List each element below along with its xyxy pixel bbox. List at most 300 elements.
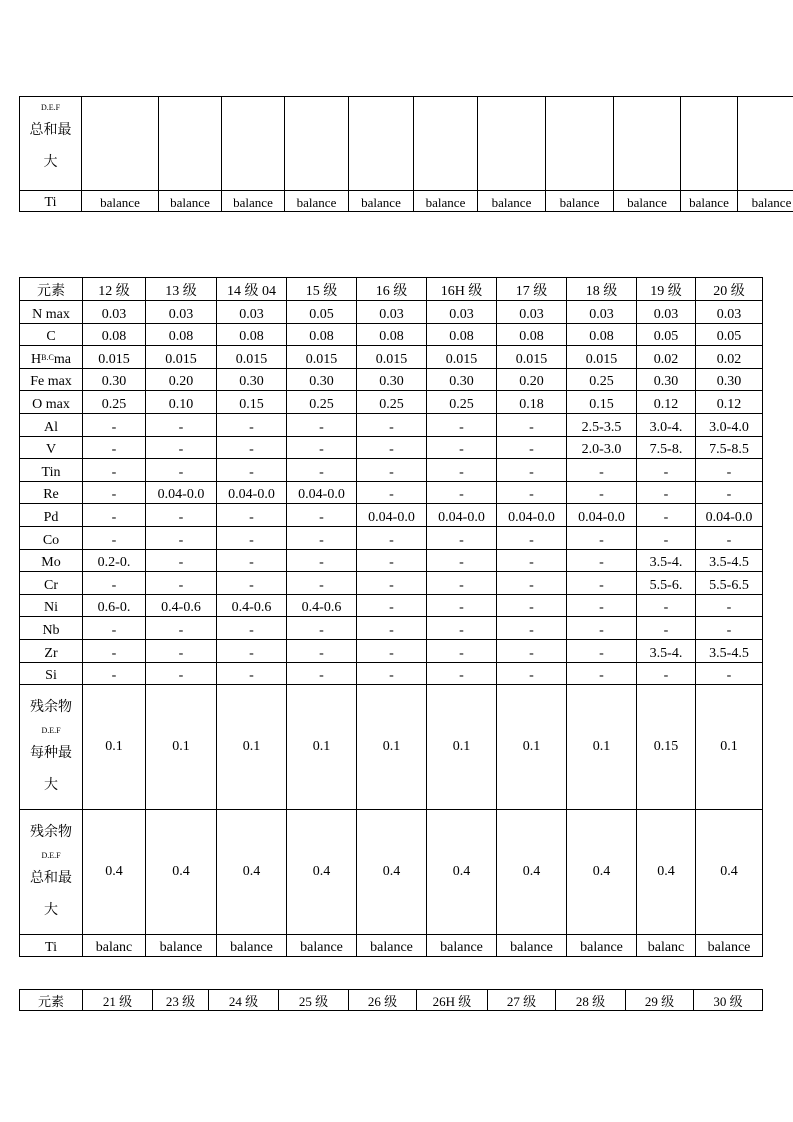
table-cell: - <box>83 617 146 640</box>
column-header: 26H 级 <box>417 990 488 1011</box>
table-cell: 3.5-4.5 <box>696 639 763 662</box>
table-cell: - <box>357 617 427 640</box>
table-cell: balance <box>567 935 637 957</box>
column-header: 26 级 <box>349 990 417 1011</box>
table-cell: - <box>287 526 357 549</box>
table-cell: - <box>287 413 357 436</box>
empty-cell <box>159 97 222 191</box>
table-cell: - <box>696 617 763 640</box>
table-cell: 7.5-8. <box>637 436 696 459</box>
table-row <box>20 481 763 504</box>
table-cell: - <box>567 549 637 572</box>
table-cell: 0.1 <box>427 685 497 810</box>
table-cell: 0.03 <box>497 301 567 324</box>
superscript-label: D.E.F <box>41 726 61 736</box>
table-cell: 0.25 <box>83 391 146 414</box>
table-cell: 0.03 <box>427 301 497 324</box>
table-cell: balance <box>478 191 546 212</box>
table-cell: - <box>217 459 287 482</box>
table-cell: balanc <box>637 935 696 957</box>
row-label-line: 残余物 <box>30 700 72 716</box>
row-label-line: 每种最 <box>30 746 72 762</box>
table-cell: - <box>357 662 427 685</box>
table-cell: 0.04-0.0 <box>567 504 637 527</box>
row-label: Zr <box>20 639 83 662</box>
row-label: Nb <box>20 617 83 640</box>
column-header: 15 级 <box>287 278 357 301</box>
table-cell: - <box>497 526 567 549</box>
row-label <box>20 346 83 369</box>
table-cell: 0.08 <box>567 323 637 346</box>
row-label-line: 总和最 <box>30 871 72 887</box>
table-cell: 0.1 <box>567 685 637 810</box>
table-cell: - <box>567 617 637 640</box>
table-cell: 0.03 <box>637 301 696 324</box>
table-cell: - <box>497 572 567 595</box>
table-cell: - <box>497 459 567 482</box>
residual-total-label-cell <box>20 97 82 191</box>
table-row <box>20 662 763 685</box>
residual-total-label-cell <box>20 810 83 935</box>
next-table-header <box>19 989 763 1011</box>
column-header: 24 级 <box>209 990 279 1011</box>
table-cell: balance <box>614 191 681 212</box>
empty-cell <box>738 97 793 191</box>
table-cell: 0.08 <box>357 323 427 346</box>
table-cell: - <box>497 594 567 617</box>
row-label: Re <box>20 481 83 504</box>
table-cell: - <box>217 572 287 595</box>
table-row <box>20 346 763 369</box>
table-cell: - <box>567 459 637 482</box>
table-cell: 3.5-4.5 <box>696 549 763 572</box>
table-row <box>20 436 763 459</box>
table-cell: 3.0-4.0 <box>696 413 763 436</box>
column-header: 18 级 <box>567 278 637 301</box>
table-cell: - <box>287 662 357 685</box>
table-cell: - <box>146 549 217 572</box>
table-cell: 0.30 <box>696 368 763 391</box>
table-cell: balance <box>696 935 763 957</box>
row-label-superscript: B.C <box>41 352 54 362</box>
table-row <box>20 459 763 482</box>
table-cell: - <box>696 594 763 617</box>
table-cell: 0.015 <box>217 346 287 369</box>
table-cell: 0.1 <box>146 685 217 810</box>
table-cell: - <box>357 572 427 595</box>
table-cell: 0.15 <box>217 391 287 414</box>
table-cell: balance <box>82 191 159 212</box>
table-cell: 0.04-0.0 <box>497 504 567 527</box>
table-cell: - <box>217 617 287 640</box>
empty-cell <box>349 97 414 191</box>
table-cell: - <box>146 526 217 549</box>
table-cell: - <box>83 526 146 549</box>
table-row <box>20 504 763 527</box>
table-cell: - <box>567 594 637 617</box>
table-cell: 0.4 <box>83 810 146 935</box>
table-cell: - <box>357 549 427 572</box>
empty-cell <box>681 97 738 191</box>
table-cell: 2.0-3.0 <box>567 436 637 459</box>
row-label: Fe max <box>20 368 83 391</box>
table-cell: 0.6-0. <box>83 594 146 617</box>
table-cell: 0.015 <box>146 346 217 369</box>
table-header-row <box>20 278 763 301</box>
table-cell: 0.4-0.6 <box>287 594 357 617</box>
row-label-prefix: H <box>31 351 42 367</box>
table-cell: - <box>217 526 287 549</box>
table-cell: 0.015 <box>357 346 427 369</box>
table-cell: - <box>146 639 217 662</box>
table-cell: - <box>637 504 696 527</box>
table-cell: 0.05 <box>696 323 763 346</box>
table-cell: 0.1 <box>83 685 146 810</box>
table-cell: 0.4 <box>567 810 637 935</box>
row-label: Cr <box>20 572 83 595</box>
table-cell: - <box>427 436 497 459</box>
table-row <box>20 323 763 346</box>
column-header: 20 级 <box>696 278 763 301</box>
table-cell: 0.015 <box>83 346 146 369</box>
table-cell: 0.1 <box>357 685 427 810</box>
table-cell: - <box>696 526 763 549</box>
table-row <box>20 617 763 640</box>
table-cell: - <box>567 526 637 549</box>
table-cell: 0.15 <box>637 685 696 810</box>
table-cell: - <box>427 572 497 595</box>
column-header: 28 级 <box>556 990 626 1011</box>
table-cell: 0.08 <box>83 323 146 346</box>
column-header: 30 级 <box>694 990 763 1011</box>
row-label: Al <box>20 413 83 436</box>
table-cell: 0.015 <box>287 346 357 369</box>
row-label: Mo <box>20 549 83 572</box>
table-cell: 0.1 <box>497 685 567 810</box>
table-cell: - <box>696 481 763 504</box>
table-cell: - <box>637 662 696 685</box>
table-cell: - <box>696 459 763 482</box>
empty-cell <box>614 97 681 191</box>
table-cell: - <box>83 436 146 459</box>
table-cell: 0.03 <box>83 301 146 324</box>
table-cell: 7.5-8.5 <box>696 436 763 459</box>
table-cell: balance <box>546 191 614 212</box>
empty-cell <box>285 97 349 191</box>
table-row <box>20 191 793 212</box>
table-cell: - <box>146 504 217 527</box>
column-header: 13 级 <box>146 278 217 301</box>
table-cell: 0.30 <box>357 368 427 391</box>
table-cell: - <box>427 459 497 482</box>
table-cell: - <box>427 639 497 662</box>
table-cell: - <box>287 572 357 595</box>
table-continuation <box>19 96 793 212</box>
table-cell: - <box>83 572 146 595</box>
table-cell: 0.30 <box>83 368 146 391</box>
column-header: 21 级 <box>83 990 153 1011</box>
table-cell: - <box>83 504 146 527</box>
table-cell: - <box>637 526 696 549</box>
table-cell: 0.015 <box>567 346 637 369</box>
table-cell: 0.12 <box>637 391 696 414</box>
table-cell: 0.03 <box>567 301 637 324</box>
table-cell: 0.03 <box>217 301 287 324</box>
table-cell: - <box>427 617 497 640</box>
table-cell: balance <box>738 191 793 212</box>
table-cell: - <box>217 549 287 572</box>
row-label: N max <box>20 301 83 324</box>
table-cell: 0.04-0.0 <box>696 504 763 527</box>
table-cell: - <box>567 481 637 504</box>
table-cell: 0.30 <box>287 368 357 391</box>
table-cell: - <box>696 662 763 685</box>
table-cell: 5.5-6. <box>637 572 696 595</box>
table-cell: balance <box>349 191 414 212</box>
table-cell: 0.30 <box>637 368 696 391</box>
table-row <box>20 368 763 391</box>
table-cell: - <box>427 594 497 617</box>
table-row <box>20 97 793 191</box>
row-label-line: 总和最 <box>29 123 72 138</box>
table-cell: balance <box>222 191 285 212</box>
table-cell: - <box>567 572 637 595</box>
table-cell: balance <box>681 191 738 212</box>
table-cell: 0.1 <box>287 685 357 810</box>
table-cell: 0.20 <box>146 368 217 391</box>
superscript-label: D.E.F <box>40 103 61 112</box>
table-cell: - <box>83 413 146 436</box>
table-cell: 0.4 <box>217 810 287 935</box>
table-cell: - <box>146 617 217 640</box>
table-cell: balance <box>497 935 567 957</box>
superscript-label: D.E.F <box>41 851 61 861</box>
table-cell: - <box>497 549 567 572</box>
table-cell: - <box>357 459 427 482</box>
table-cell: - <box>567 662 637 685</box>
table-cell: 3.5-4. <box>637 549 696 572</box>
table-cell: 0.04-0.0 <box>287 481 357 504</box>
table-cell: - <box>287 459 357 482</box>
table-cell: - <box>83 662 146 685</box>
table-cell: 0.1 <box>217 685 287 810</box>
table-cell: 0.10 <box>146 391 217 414</box>
table-cell: 0.12 <box>696 391 763 414</box>
table-cell: balance <box>427 935 497 957</box>
row-label: Co <box>20 526 83 549</box>
table-cell: 0.04-0.0 <box>217 481 287 504</box>
table-cell: - <box>83 481 146 504</box>
table-cell: 0.25 <box>567 368 637 391</box>
table-cell: - <box>287 436 357 459</box>
table-cell: 0.30 <box>217 368 287 391</box>
table-cell: - <box>287 504 357 527</box>
table-cell: 0.05 <box>287 301 357 324</box>
table-cell: 0.015 <box>497 346 567 369</box>
table-cell: balance <box>146 935 217 957</box>
empty-cell <box>546 97 614 191</box>
table-cell: 0.4-0.6 <box>146 594 217 617</box>
table-cell: 0.25 <box>357 391 427 414</box>
table-cell: balance <box>285 191 349 212</box>
row-label: C <box>20 323 83 346</box>
table-cell: 3.5-4. <box>637 639 696 662</box>
table-row <box>20 391 763 414</box>
row-label: Ti <box>20 935 83 957</box>
column-header: 16H 级 <box>427 278 497 301</box>
empty-cell <box>222 97 285 191</box>
row-label: O max <box>20 391 83 414</box>
table-header-row <box>20 990 763 1011</box>
table-cell: 0.18 <box>497 391 567 414</box>
table-cell: 0.02 <box>637 346 696 369</box>
table-cell: - <box>287 639 357 662</box>
table-cell: - <box>637 459 696 482</box>
table-cell: - <box>497 436 567 459</box>
table-cell: 0.02 <box>696 346 763 369</box>
table-cell: - <box>287 549 357 572</box>
table-cell: 0.04-0.0 <box>146 481 217 504</box>
column-header: 元素 <box>20 990 83 1011</box>
table-cell: - <box>357 526 427 549</box>
table-cell: - <box>217 504 287 527</box>
row-label-line: 残余物 <box>30 825 72 841</box>
table-cell: 0.08 <box>427 323 497 346</box>
table-row <box>20 301 763 324</box>
table-cell: - <box>637 617 696 640</box>
table-cell: - <box>83 639 146 662</box>
column-header: 12 级 <box>83 278 146 301</box>
empty-cell <box>414 97 478 191</box>
column-header: 14 级 04 <box>217 278 287 301</box>
table-cell: - <box>217 436 287 459</box>
table-cell: - <box>497 617 567 640</box>
table-row <box>20 413 763 436</box>
table-cell: 0.25 <box>287 391 357 414</box>
table-cell: - <box>217 662 287 685</box>
table-cell: - <box>427 549 497 572</box>
row-label: Ni <box>20 594 83 617</box>
table-cell: 0.08 <box>497 323 567 346</box>
table-cell: - <box>357 413 427 436</box>
table-cell: - <box>217 413 287 436</box>
table-cell: 0.1 <box>696 685 763 810</box>
table-cell: 0.30 <box>427 368 497 391</box>
column-header: 17 级 <box>497 278 567 301</box>
row-label: Pd <box>20 504 83 527</box>
table-cell: - <box>637 481 696 504</box>
table-cell: - <box>146 572 217 595</box>
table-cell: - <box>637 594 696 617</box>
table-cell: - <box>357 594 427 617</box>
table-cell: - <box>427 481 497 504</box>
table-cell: 5.5-6.5 <box>696 572 763 595</box>
column-header: 16 级 <box>357 278 427 301</box>
table-cell: - <box>497 481 567 504</box>
table-cell: 0.20 <box>497 368 567 391</box>
table-cell: balance <box>159 191 222 212</box>
table-cell: 0.4-0.6 <box>217 594 287 617</box>
column-header: 19 级 <box>637 278 696 301</box>
table-cell: 0.2-0. <box>83 549 146 572</box>
table-cell: 0.05 <box>637 323 696 346</box>
table-cell: 0.4 <box>696 810 763 935</box>
table-cell: - <box>217 639 287 662</box>
table-cell: 0.4 <box>146 810 217 935</box>
table-cell: 0.04-0.0 <box>427 504 497 527</box>
table-cell: 0.03 <box>357 301 427 324</box>
table-cell: 0.25 <box>427 391 497 414</box>
column-header: 元素 <box>20 278 83 301</box>
empty-cell <box>82 97 159 191</box>
table-cell: balanc <box>83 935 146 957</box>
residual-each-label-cell <box>20 685 83 810</box>
table-cell: - <box>357 639 427 662</box>
empty-cell <box>478 97 546 191</box>
row-label: Si <box>20 662 83 685</box>
table-cell: - <box>146 459 217 482</box>
table-row <box>20 594 763 617</box>
table-row <box>20 572 763 595</box>
table-cell: 3.0-4. <box>637 413 696 436</box>
table-cell: 0.4 <box>357 810 427 935</box>
table-cell: - <box>497 662 567 685</box>
table-cell: 0.4 <box>637 810 696 935</box>
table-row <box>20 935 763 957</box>
table-row <box>20 526 763 549</box>
table-cell: - <box>567 639 637 662</box>
table-cell: balance <box>217 935 287 957</box>
table-row <box>20 639 763 662</box>
table-cell: - <box>427 413 497 436</box>
row-label-suffix: ma <box>53 351 71 367</box>
table-cell: - <box>287 617 357 640</box>
column-header: 23 级 <box>153 990 209 1011</box>
table-cell: 0.15 <box>567 391 637 414</box>
composition-table <box>19 277 763 957</box>
table-cell: balance <box>287 935 357 957</box>
table-cell: - <box>357 436 427 459</box>
table-cell: 0.4 <box>497 810 567 935</box>
table-cell: - <box>357 481 427 504</box>
table-cell: 0.03 <box>146 301 217 324</box>
row-label-line: 大 <box>44 903 58 919</box>
column-header: 27 级 <box>488 990 556 1011</box>
table-cell: - <box>427 662 497 685</box>
column-header: 25 级 <box>279 990 349 1011</box>
table-cell: - <box>427 526 497 549</box>
table-cell: - <box>146 413 217 436</box>
column-header: 29 级 <box>626 990 694 1011</box>
table-cell: - <box>497 413 567 436</box>
table-cell: 2.5-3.5 <box>567 413 637 436</box>
table-row <box>20 810 763 935</box>
table-cell: 0.015 <box>427 346 497 369</box>
table-cell: 0.08 <box>217 323 287 346</box>
table-cell: balance <box>357 935 427 957</box>
table-cell: 0.03 <box>696 301 763 324</box>
table-cell: - <box>497 639 567 662</box>
row-label: V <box>20 436 83 459</box>
table-cell: 0.4 <box>427 810 497 935</box>
table-cell: 0.08 <box>287 323 357 346</box>
table-cell: balance <box>414 191 478 212</box>
table-cell: - <box>146 662 217 685</box>
row-label-line: 大 <box>44 778 58 794</box>
row-label-line: 大 <box>43 155 58 170</box>
table-cell: 0.04-0.0 <box>357 504 427 527</box>
table-row <box>20 685 763 810</box>
